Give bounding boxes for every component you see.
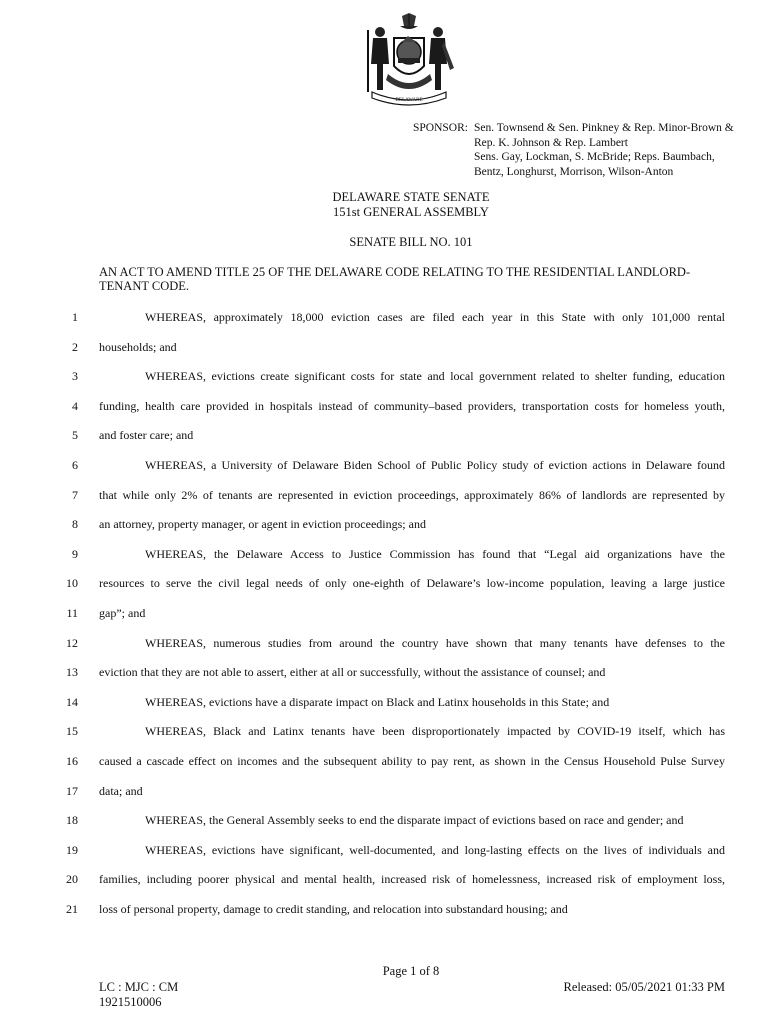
bill-line (0, 842, 770, 858)
line-text: loss of personal property, damage to credit standing, and relocation into substandard housing; and (99, 902, 568, 916)
line-text: data; and (99, 783, 143, 798)
line-text: gap”; and (99, 606, 146, 620)
line-number: 9 (72, 546, 78, 561)
line-text: WHEREAS, the Delaware Access to Justice Commission has found that “Legal aid organizations have the (145, 546, 725, 561)
line-text: WHEREAS, the General Assembly seeks to end the disparate impact of evictions based on race and gender; and (145, 813, 684, 828)
line-number: 20 (66, 872, 78, 887)
sponsor-line: Sens. Gay, Lockman, S. McBride; Reps. Baumbach, (474, 151, 715, 164)
line-text: eviction that they are not able to assert, either at all or successfully, without the assistance of counsel; and (99, 665, 606, 680)
bill-line (0, 427, 770, 443)
bill-line (0, 812, 770, 828)
bill-line (0, 398, 770, 414)
line-text: families, including poorer physical and mental health, increased risk of homelessness, increased risk of employment loss, (99, 872, 725, 887)
bill-line (0, 694, 770, 710)
line-text: WHEREAS, approximately 18,000 eviction cases are filed each year in this State with only 101,000 rental (145, 310, 725, 324)
line-number: 7 (72, 487, 78, 502)
act-title: AN ACT TO AMEND TITLE 25 OF THE DELAWARE CODE RELATING TO THE RESIDENTIAL LANDLORD-TENANT CODE. (99, 265, 691, 293)
line-number: 19 (66, 842, 78, 857)
page-number: Page 1 of 8 (382, 964, 440, 978)
line-text: an attorney, property manager, or agent in eviction proceedings; and (99, 517, 426, 532)
line-number: 1 (72, 310, 78, 324)
legislature-heading: DELAWARE STATE SENATE (332, 190, 490, 204)
line-number: 12 (66, 635, 78, 650)
bill-line (0, 664, 770, 680)
line-number: 6 (72, 458, 78, 472)
line-text: WHEREAS, evictions create significant costs for state and local government related to shelter funding, education (145, 369, 725, 384)
line-number: 21 (66, 902, 78, 916)
bill-line (0, 753, 770, 769)
line-text: WHEREAS, evictions have a disparate impact on Black and Latinx households in this State; and (145, 694, 610, 709)
bill-line (0, 635, 770, 651)
delaware-state-seal (358, 12, 460, 108)
seal-lettering: DELAWARE (395, 98, 423, 103)
line-number: 2 (72, 339, 78, 354)
bill-line (0, 783, 770, 799)
bill-line (0, 546, 770, 562)
line-text: WHEREAS, a University of Delaware Biden School of Public Policy study of eviction actions in Delaware found (145, 458, 725, 472)
sponsor-label: SPONSOR: (413, 122, 468, 134)
line-number: 3 (72, 369, 78, 384)
line-number: 18 (66, 813, 78, 828)
line-number: 13 (66, 665, 78, 680)
sponsor-names (474, 121, 764, 179)
line-text: WHEREAS, numerous studies from around the country have shown that many tenants have defenses to the (145, 635, 725, 650)
bill-line (0, 516, 770, 532)
bill-line (0, 487, 770, 503)
line-text: resources to serve the civil legal needs of only one-eighth of Delaware’s low-income population, leaving a large justice (99, 576, 725, 591)
bill-line (0, 723, 770, 739)
line-number: 15 (66, 724, 78, 739)
line-number: 16 (66, 754, 78, 768)
bill-line (0, 309, 770, 325)
bill-line (0, 339, 770, 355)
line-text: funding, health care provided in hospitals instead of community–based providers, transportation costs for homeless youth, (99, 398, 725, 413)
line-text: WHEREAS, Black and Latinx tenants have been disproportionately impacted by COVID-19 itself, which has (145, 724, 725, 739)
line-number: 4 (72, 398, 78, 413)
bill-line (0, 871, 770, 887)
line-number: 11 (66, 606, 78, 620)
bill-line (0, 368, 770, 384)
line-text: and foster care; and (99, 428, 194, 443)
bill-line (0, 575, 770, 591)
line-text: that while only 2% of tenants are represented in eviction proceedings, approximately 86% of landlords are represented by (99, 487, 725, 502)
footer-lc-code: LC : MJC : CM (99, 980, 179, 994)
bill-number-heading: SENATE BILL NO. 101 (349, 235, 473, 249)
sponsor-line: Rep. K. Johnson & Rep. Lambert (474, 136, 628, 149)
assembly-heading: 151st GENERAL ASSEMBLY (333, 205, 489, 219)
line-number: 10 (66, 576, 78, 591)
line-number: 5 (72, 428, 78, 443)
bill-line (0, 605, 770, 621)
line-number: 8 (72, 517, 78, 532)
footer-codes (99, 980, 178, 1010)
line-text: households; and (99, 339, 177, 354)
sponsor-line: Bentz, Longhurst, Morrison, Wilson-Anton (474, 165, 674, 178)
bill-line (0, 457, 770, 473)
bill-line (0, 901, 770, 917)
footer-document-id: 1921510006 (99, 995, 162, 1009)
footer-release-date: Released: 05/05/2021 01:33 PM (563, 980, 725, 994)
sponsor-line: Sen. Townsend & Sen. Pinkney & Rep. Minor-Brown & (474, 122, 734, 134)
line-text: WHEREAS, evictions have significant, well-documented, and long-lasting effects on the lives of individuals and (145, 842, 725, 857)
line-number: 17 (66, 783, 78, 798)
line-text: caused a cascade effect on incomes and the subsequent ability to pay rent, as shown in the Census Household Pulse Survey (99, 754, 725, 768)
line-number: 14 (66, 694, 78, 709)
